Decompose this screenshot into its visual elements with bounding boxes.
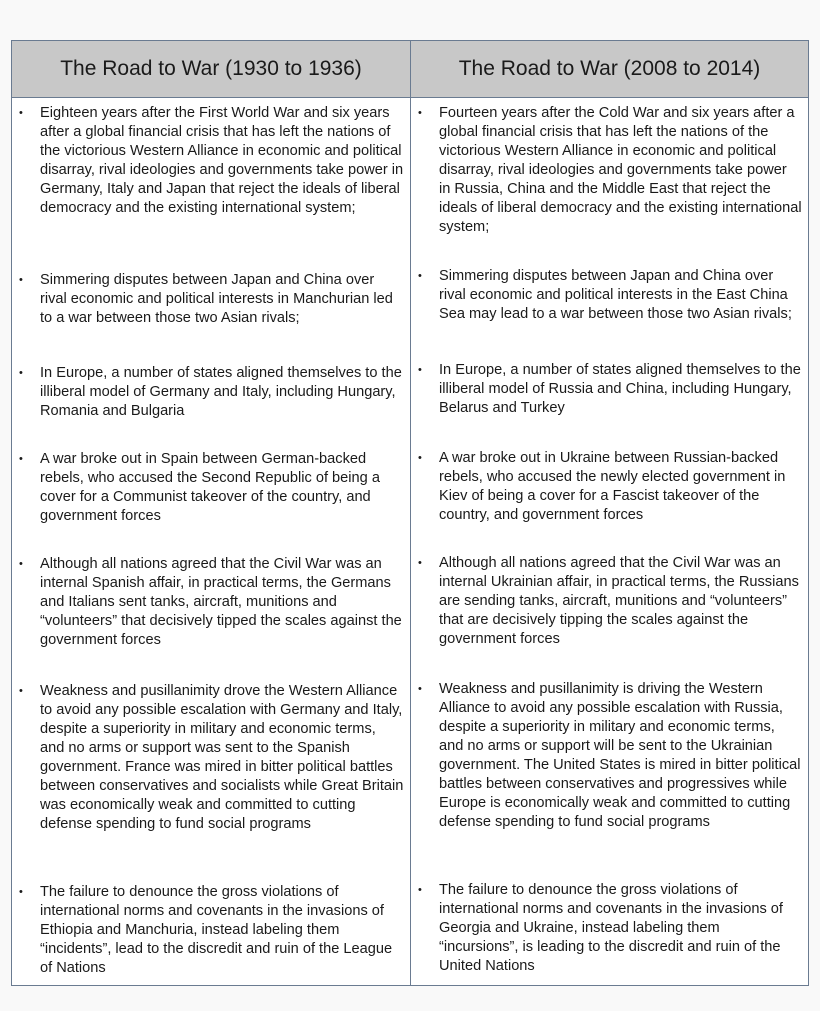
list-item-text: Simmering disputes between Japan and China over rival economic and political interests in the East China Sea may lead to a war between those two Asian rivals; <box>439 268 792 322</box>
list-item-text: Weakness and pusillanimity is driving the Western Alliance to avoid any possible escalation with Russia, despite a superiority in military and economic terms, and no arms or support will be sent to the Ukrainian government. The United States is mired in bitter political battles between conservatives and progressives while Europe is economically weak and committed to cutting defense spending to fund social programs <box>439 681 801 830</box>
list-item-text: Fourteen years after the Cold War and six years after a global financial crisis that has left the nations of the victorious Western Alliance in economic and political disarray, rival ideologies and governments take power in Russia, China and the Middle East that reject the ideals of liberal democracy and the existing international system; <box>439 105 802 235</box>
bullet-icon: • <box>418 683 422 695</box>
list-item-text: Weakness and pusillanimity drove the Western Alliance to avoid any possible escalation with Germany and Italy, despite a superiority in military and economic terms, and no arms or support was sent to the Spanish government. France was mired in bitter political battles between conservatives and socialists while Great Britain was economically weak and committed to cutting defense spending to fund social programs <box>40 683 404 832</box>
left-column-items <box>12 98 410 985</box>
bullet-icon: • <box>19 886 23 898</box>
bullet-icon: • <box>19 274 23 286</box>
bullet-icon: • <box>19 453 23 465</box>
right-column <box>410 41 808 985</box>
list-item <box>411 554 808 649</box>
list-item-text: The failure to denounce the gross violations of international norms and covenants in the invasions of Ethiopia and Manchuria, instead labeling them “incidents”, lead to the discredit and ruin of the League of Nations <box>40 884 393 976</box>
list-item <box>12 271 410 328</box>
list-item-text: Eighteen years after the First World War and six years after a global financial crisis that has left the nations of the victorious Western Alliance in economic and political disarray, rival ideologies and governments take power in Germany, Italy and Japan that reject the ideals of liberal democracy and the existing international system; <box>40 105 404 216</box>
list-item <box>12 104 410 218</box>
list-item-text: In Europe, a number of states aligned themselves to the illiberal model of Germany and Italy, including Hungary, Romania and Bulgaria <box>40 365 402 419</box>
bullet-icon: • <box>19 107 23 119</box>
left-column-heading: The Road to War (1930 to 1936) <box>12 41 410 98</box>
bullet-icon: • <box>418 557 422 569</box>
bullet-icon: • <box>418 884 422 896</box>
list-item-text: In Europe, a number of states aligned themselves to the illiberal model of Russia and China, including Hungary, Belarus and Turkey <box>439 362 801 416</box>
list-item-text: Although all nations agreed that the Civil War was an internal Spanish affair, in practical terms, the Germans and Italians sent tanks, aircraft, munitions and “volunteers” that decisively tipped the scales against the government forces <box>40 556 402 648</box>
bullet-icon: • <box>418 270 422 282</box>
list-item-text: Simmering disputes between Japan and China over rival economic and political interests in Manchurian led to a war between those two Asian rivals; <box>40 272 393 326</box>
bullet-icon: • <box>418 107 422 119</box>
list-item <box>411 104 808 237</box>
list-item <box>411 449 808 525</box>
list-item-text: Although all nations agreed that the Civil War was an internal Ukrainian affair, in practical terms, the Russians are sending tanks, aircraft, munitions and “volunteers” that are decisively tipping the scales against the government forces <box>439 555 799 647</box>
bullet-icon: • <box>19 367 23 379</box>
list-item <box>12 682 410 834</box>
list-item-text: A war broke out in Spain between German-backed rebels, who accused the Second Republic of being a cover for a Communist takeover of the country, and government forces <box>40 451 380 524</box>
list-item-text: A war broke out in Ukraine between Russian-backed rebels, who accused the newly elected government in Kiev of being a cover for a Fascist takeover of the country, and government forces <box>439 450 786 523</box>
bullet-icon: • <box>418 364 422 376</box>
list-item-text: The failure to denounce the gross violations of international norms and covenants in the invasions of Georgia and Ukraine, instead labeling them “incursions”, is leading to the discredit and ruin of the United Nations <box>439 882 783 974</box>
left-column <box>12 41 410 985</box>
bullet-icon: • <box>418 452 422 464</box>
list-item <box>411 361 808 418</box>
list-item <box>12 883 410 978</box>
list-item <box>12 450 410 526</box>
list-item <box>411 680 808 832</box>
comparison-table <box>11 40 809 986</box>
list-item <box>411 267 808 324</box>
bullet-icon: • <box>19 558 23 570</box>
list-item <box>12 364 410 421</box>
bullet-icon: • <box>19 685 23 697</box>
list-item <box>12 555 410 650</box>
right-column-items <box>411 98 808 985</box>
right-column-heading: The Road to War (2008 to 2014) <box>411 41 808 98</box>
list-item <box>411 881 808 976</box>
